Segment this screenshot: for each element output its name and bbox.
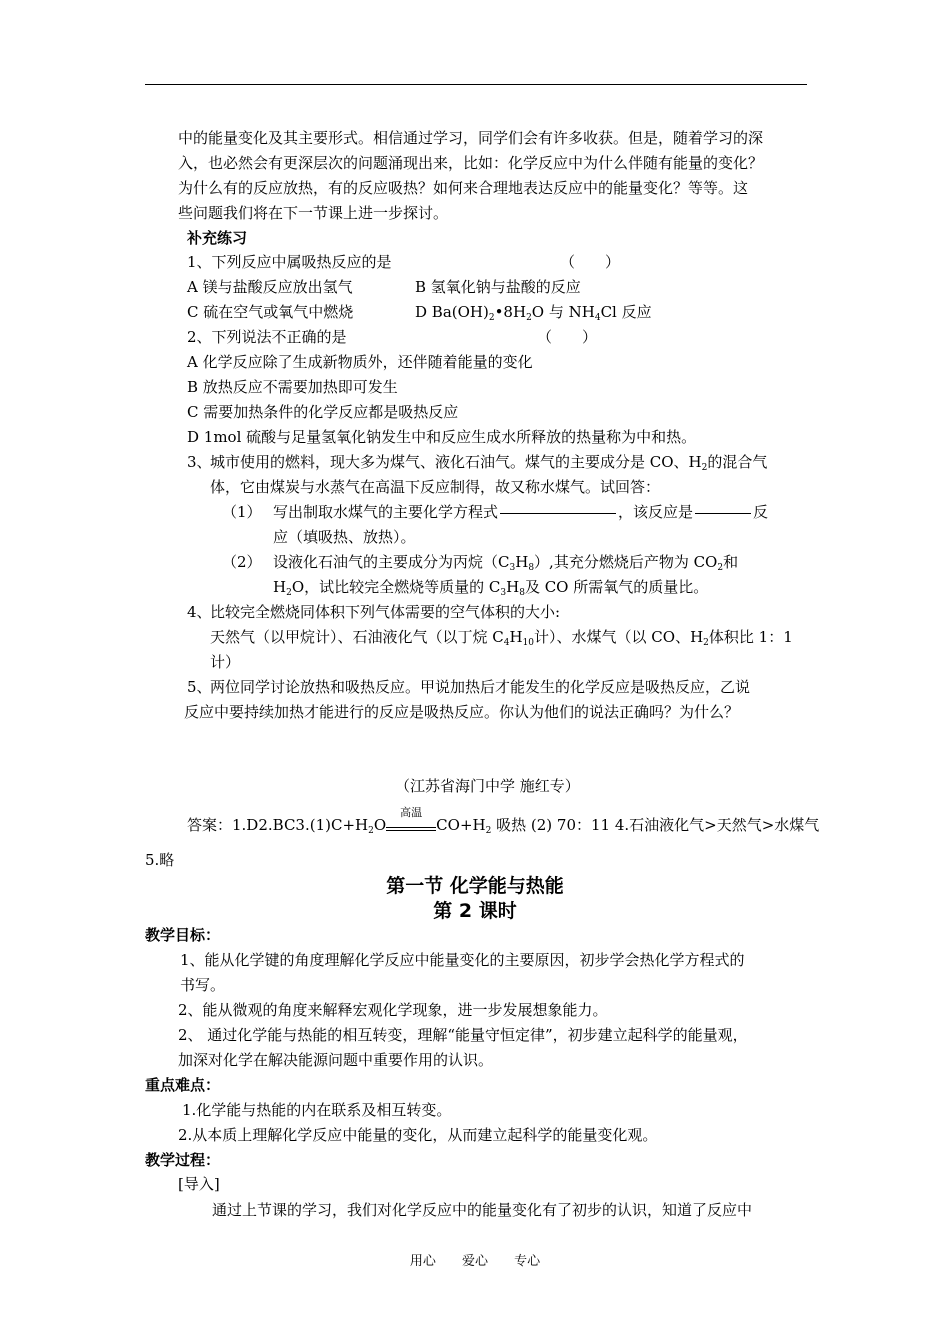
keypoint-item: 1.化学能与热能的内在联系及相互转变。	[182, 1101, 452, 1119]
intro-line: 些问题我们将在下一节课上进一步探讨。	[178, 204, 449, 222]
question-4-line: 天然气（以甲烷计）、石油液化气（以丁烷 $C_4H_{10}$计）、水煤气（以 CO、$H_2$体积比 1：1	[210, 628, 793, 648]
option-a: A 镁与盐酸反应放出氢气	[187, 278, 353, 296]
question-2-stem: 2、下列说法不正确的是	[187, 328, 347, 346]
question-3-number: 3、	[187, 453, 212, 471]
question-5-number: 5、	[187, 678, 212, 696]
option-c: C 需要加热条件的化学反应都是吸热反应	[187, 403, 459, 421]
option-c: C 硫在空气或氧气中燃烧	[187, 303, 354, 321]
practice-heading: 补充练习	[187, 229, 248, 247]
page-footer: 用心 爱心 专心	[409, 1254, 541, 1269]
question-5-line: 反应中要持续加热才能进行的反应是吸热反应。你认为他们的说法正确吗？为什么？	[184, 703, 740, 721]
part-2-text: 设液化石油气的主要成分为丙烷$(C_3H_8)$,其充分燃烧后产物为 $CO_2$和	[273, 553, 739, 573]
fill-blank	[500, 503, 616, 514]
question-3-line: 城市使用的燃料，现大多为煤气、液化石油气。煤气的主要成分是 CO、$H_2$的混合气	[210, 453, 768, 473]
answer-key: 答案：$1.D2.BC3.(1)C+H_2O$ 高温 $CO+H_2$ 吸热 (2) 70：11 4.石油液化气>天然气>水煤气	[187, 806, 820, 836]
keypoint-item: 2.从本质上理解化学反应中能量的变化，从而建立起科学的能量变化观。	[178, 1126, 658, 1144]
answer-key: 5.略	[145, 851, 175, 869]
question-4-line: 计）	[210, 653, 241, 671]
option-a: A 化学反应除了生成新物质外，还伴随着能量的变化	[187, 353, 533, 371]
part-2-number: （2）	[222, 553, 262, 571]
question-4-number: 4、	[187, 603, 212, 621]
answer-paren: （ ）	[560, 253, 621, 271]
process-text: 通过上节课的学习，我们对化学反应中的能量变化有了初步的认识，知道了反应中	[212, 1201, 753, 1219]
objective-item: 2、能从微观的角度来解释宏观化学现象，进一步发展想象能力。	[178, 1001, 608, 1019]
intro-line: 为什么有的反应放热，有的反应吸热？如何来合理地表达反应中的能量变化？等等。这	[178, 179, 749, 197]
reaction-condition: 高温	[386, 815, 436, 835]
section-title: 第一节 化学能与热能	[386, 875, 564, 897]
author-credit: （江苏省海门中学 施红专）	[395, 777, 580, 795]
intro-line: 入，也必然会有更深层次的问题涌现出来，比如：化学反应中为什么伴随有能量的变化？	[178, 154, 764, 172]
objectives-heading: 教学目标：	[145, 926, 221, 944]
part-2-text: $H_2O$，试比较完全燃烧等质量的 $C_3H_8$及 CO 所需氧气的质量比。	[273, 578, 709, 598]
part-1-text: 写出制取水煤气的主要化学方程式 ，该反应是 反	[273, 503, 769, 521]
section-subtitle: 第 2 课时	[433, 900, 517, 922]
option-d: D 1mol 硫酸与足量氢氧化钠发生中和反应生成水所释放的热量称为中和热。	[187, 428, 697, 446]
intro-line: 中的能量变化及其主要形式。相信通过学习，同学们会有许多收获。但是，随着学习的深	[178, 129, 764, 147]
question-4-line: 比较完全燃烧同体积下列气体需要的空气体积的大小:	[210, 603, 561, 621]
option-b: B 氢氧化钠与盐酸的反应	[415, 278, 581, 296]
question-3-line: 体，它由煤炭与水蒸气在高温下反应制得，故又称水煤气。试回答：	[210, 478, 661, 496]
objective-item: 1、能从化学键的角度理解化学反应中能量变化的主要原因，初步学会热化学方程式的	[180, 951, 745, 969]
keypoints-heading: 重点难点：	[145, 1076, 221, 1094]
process-heading: 教学过程：	[145, 1151, 221, 1169]
option-b: B 放热反应不需要加热即可发生	[187, 378, 398, 396]
question-5-line: 两位同学讨论放热和吸热反应。甲说加热后才能发生的化学反应是吸热反应，乙说	[210, 678, 751, 696]
objective-item: 2、 通过化学能与热能的相互转变，理解“能量守恒定律”，初步建立起科学的能量观，	[178, 1026, 748, 1044]
header-rule	[145, 84, 807, 85]
question-1-stem: 1、下列反应中属吸热反应的是	[187, 253, 392, 271]
fill-blank	[695, 503, 751, 514]
objective-item: 书写。	[180, 976, 226, 994]
process-tag: [导入]	[178, 1175, 220, 1193]
answer-paren: （ ）	[537, 328, 598, 346]
objective-item: 加深对化学在解决能源问题中重要作用的认识。	[178, 1051, 494, 1069]
part-1-number: （1）	[222, 503, 262, 521]
option-d: D $Ba(OH)_2•8H_2O$ 与 $NH_4Cl$ 反应	[415, 303, 652, 323]
part-1-text: 应（填吸热、放热）。	[273, 528, 416, 546]
